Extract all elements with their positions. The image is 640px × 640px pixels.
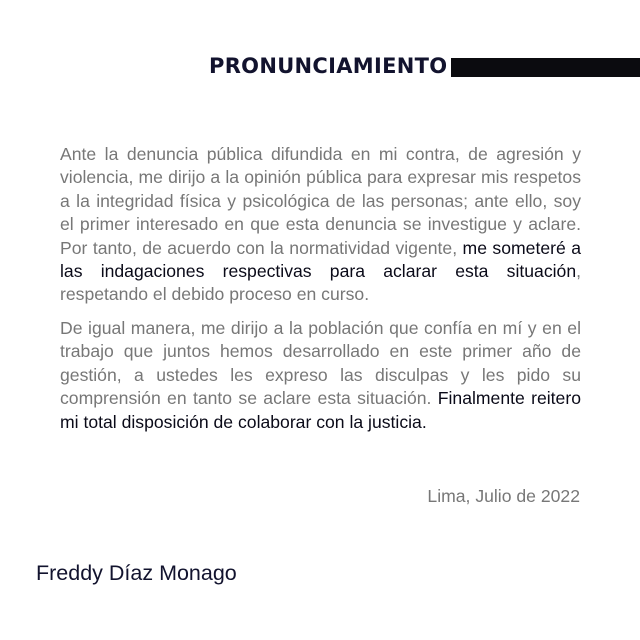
- paragraph-1-text: Ante la denuncia pública difundida en mi contra, de agresión y violencia, me dirijo a la opinión pública para expresar mis respetos a la integridad física y psicológica de las personas; ante ello, soy el primer interesado en que esta denuncia se investigue y aclare. Por tanto, de acuerdo con la normatividad vigente,: [60, 144, 581, 258]
- paragraph-1-text-end: , respetando el debido proceso en curso.: [60, 261, 581, 305]
- title-decorative-bar: [451, 58, 640, 77]
- paragraph-2: [60, 317, 581, 434]
- signature-name: Freddy Díaz Monago: [36, 561, 237, 585]
- paragraph-2-text: De igual manera, me dirijo a la población que confía en mí y en el trabajo que juntos hemos desarrollado en este primer año de gestión, a ustedes les expreso las disculpas y les pido su comprensión en tanto se aclare esta situación.: [60, 318, 581, 409]
- page-title: PRONUNCIAMIENTO: [209, 54, 448, 78]
- paragraph-1: [60, 143, 581, 307]
- place-date: Lima, Julio de 2022: [427, 486, 580, 506]
- header: [0, 52, 640, 84]
- paragraph-2-highlight: Finalmente reitero mi total disposición de colaborar con la justicia.: [60, 388, 581, 432]
- paragraph-1-highlight: me someteré a las indagaciones respectivas para aclarar esta situación: [60, 237, 582, 282]
